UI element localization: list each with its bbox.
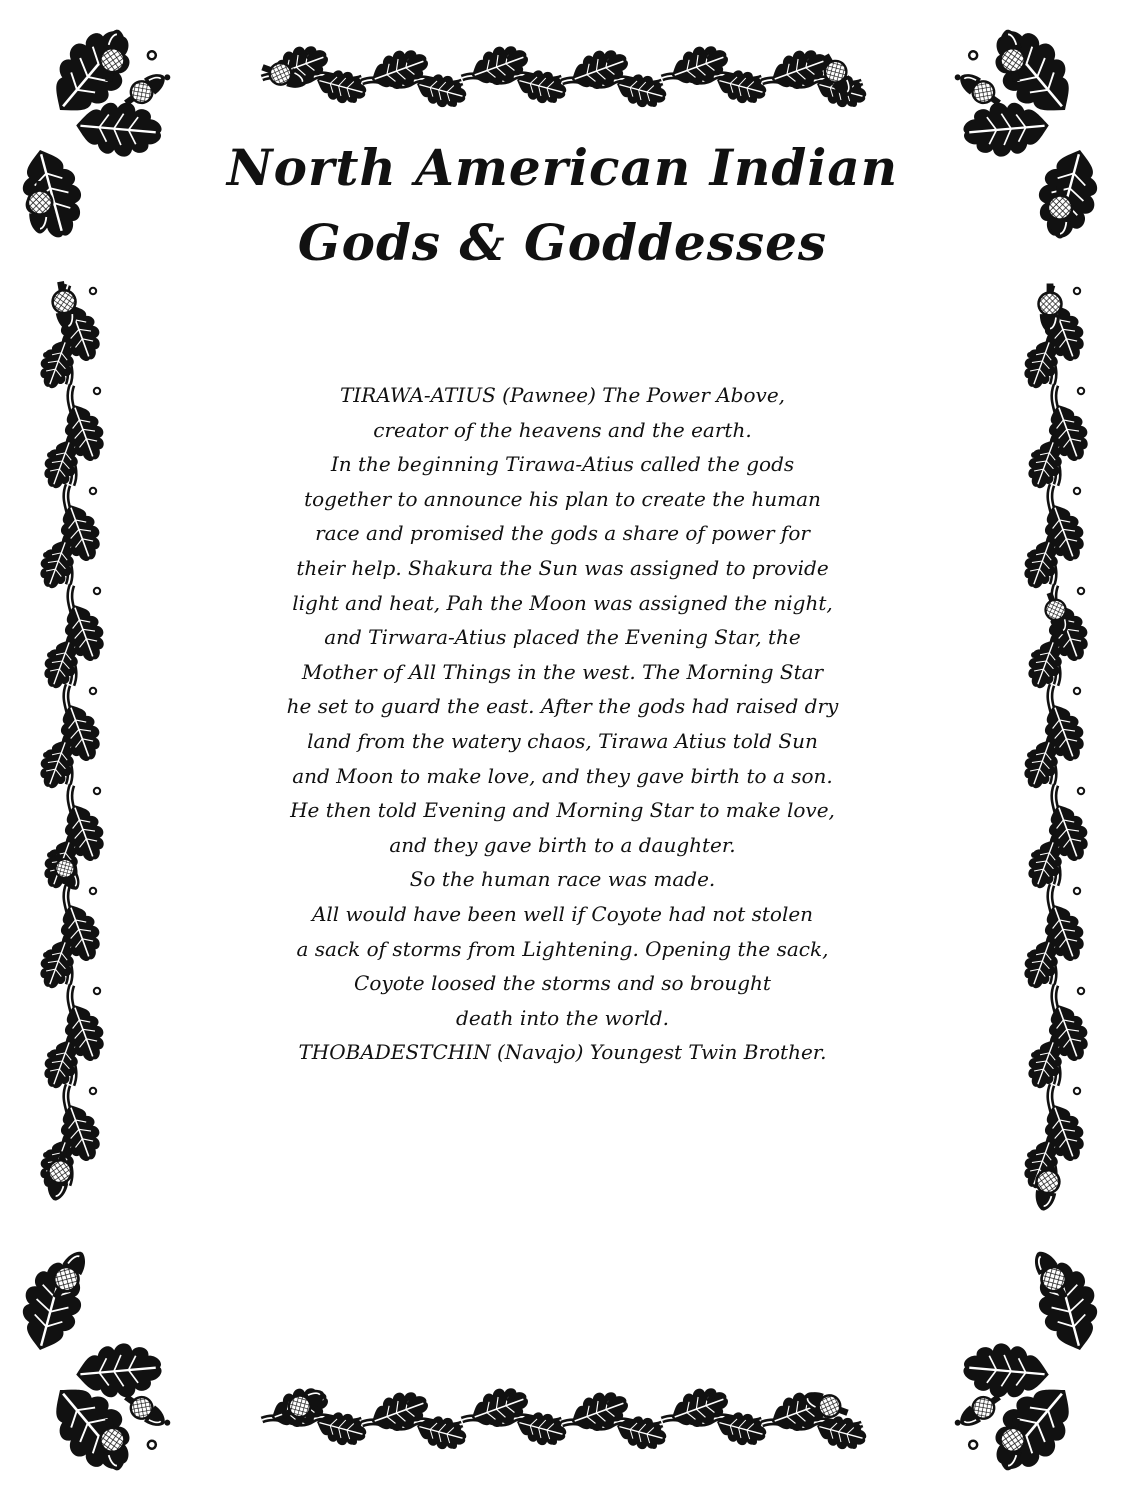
page-title-line-2: Gods & Goddesses: [297, 213, 828, 272]
body-line: and Moon to make love, and they gave birth to a son.: [292, 763, 833, 788]
page-title-line-1: North American Indian: [226, 138, 899, 197]
bottom-border: [262, 1381, 870, 1455]
body-line: and they gave birth to a daughter.: [389, 832, 736, 857]
left-border: [34, 279, 112, 1202]
body-line: THOBADESTCHIN (Navajo) Youngest Twin Brother.: [298, 1040, 827, 1065]
top-border: [258, 39, 869, 113]
corner-top-right: [929, 0, 1107, 244]
body-line: and Tirwara-Atius placed the Evening Star, the: [324, 625, 801, 650]
body-line: he set to guard the east. After the gods had raised dry: [286, 694, 839, 719]
body-line: All would have been well if Coyote had not stolen: [311, 901, 814, 926]
body-line: He then told Evening and Morning Star to make love,: [290, 798, 835, 823]
body-line: light and heat, Pah the Moon was assigned the night,: [292, 590, 833, 615]
body-line: a sack of storms from Lightening. Opening the sack,: [296, 936, 829, 961]
body-text: [165, 378, 960, 1070]
corner-bottom-left: [13, 1246, 196, 1500]
body-line: land from the watery chaos, Tirawa Atius told Sun: [307, 728, 818, 753]
corner-top-left: [13, 0, 196, 244]
body-line: Mother of All Things in the west. The Morning Star: [301, 659, 824, 684]
body-line: their help. Shakura the Sun was assigned to provide: [296, 555, 829, 580]
body-line: So the human race was made.: [409, 867, 716, 892]
corner-bottom-right: [929, 1246, 1107, 1500]
body-line: Coyote loosed the storms and so brought: [354, 971, 771, 996]
body-line: death into the world.: [456, 1005, 669, 1030]
body-line: creator of the heavens and the earth.: [373, 417, 752, 442]
body-line: In the beginning Tirawa-Atius called the gods: [330, 452, 795, 477]
body-line: TIRAWA-ATIUS (Pawnee) The Power Above,: [339, 383, 786, 407]
body-line: together to announce his plan to create the human: [304, 486, 821, 511]
right-border: [1018, 284, 1096, 1213]
body-line: race and promised the gods a share of power for: [315, 521, 810, 546]
